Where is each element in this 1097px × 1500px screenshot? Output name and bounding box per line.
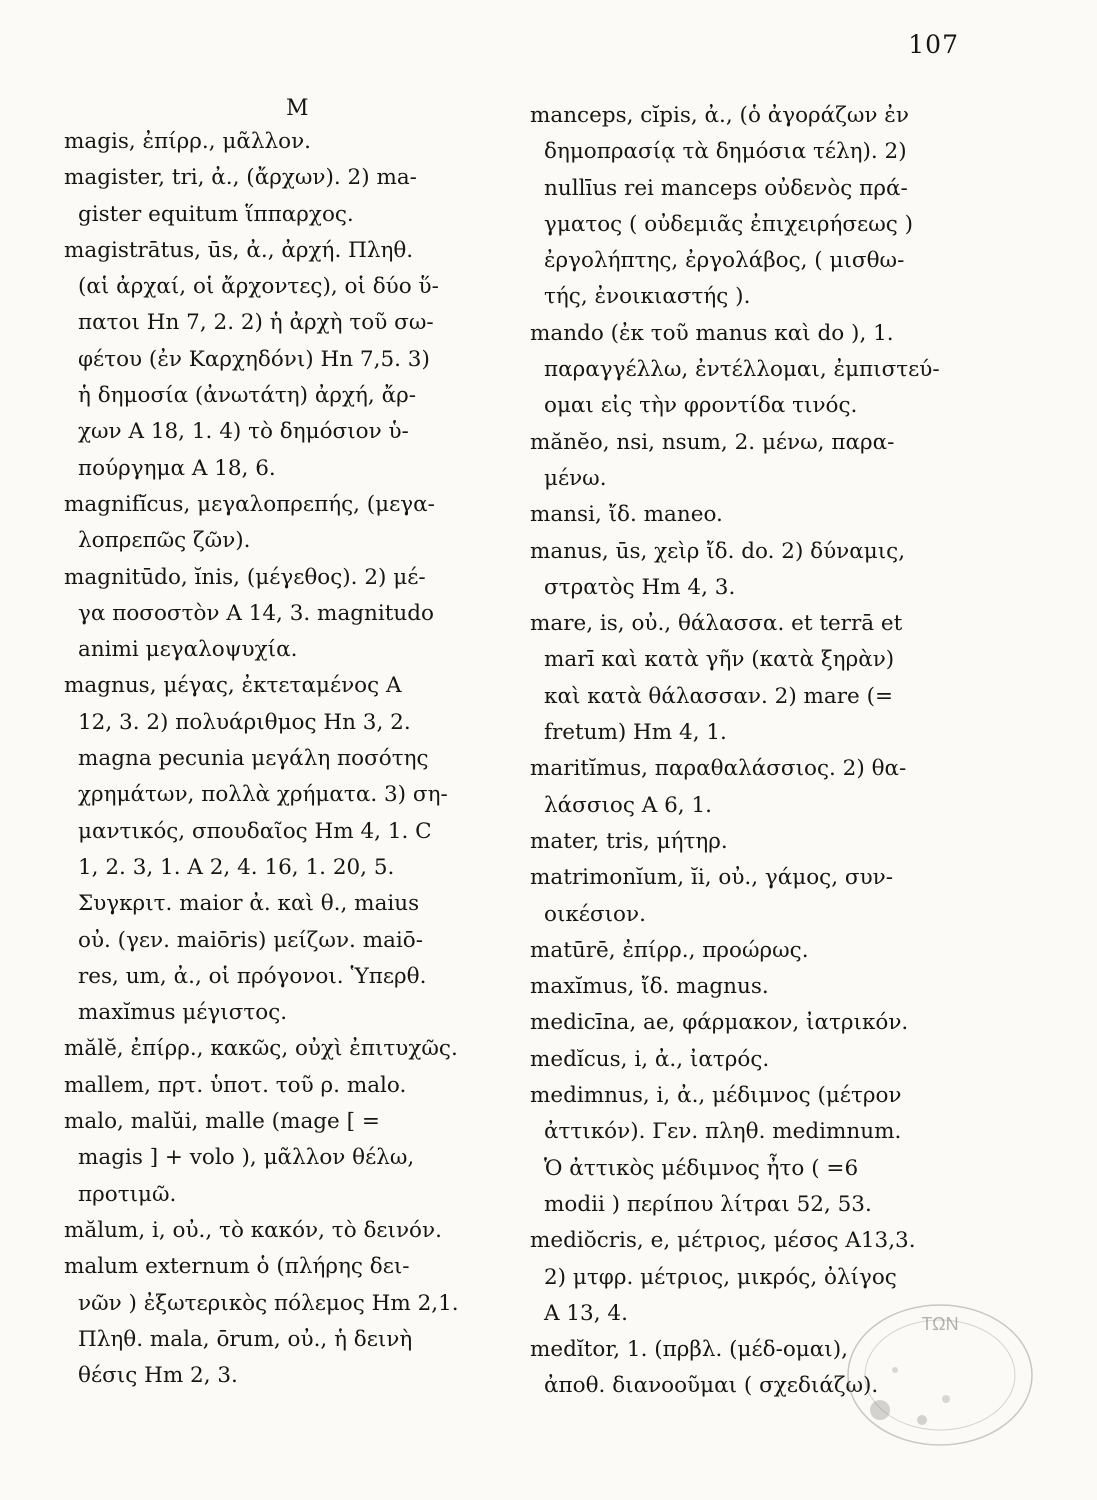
- stamp-text: ΤΩΝ: [921, 1314, 959, 1334]
- right-entry-line: δημοπρασίᾳ τὰ δημόσια τέλη). 2): [544, 139, 907, 165]
- page-number: 107: [908, 30, 959, 59]
- right-entry-line: οικέσιον.: [544, 901, 646, 927]
- left-entry-line: μαντικός, σπουδαῖος Hm 4, 1. C: [78, 818, 432, 844]
- right-entry-line: maxĭmus, ἴδ. magnus.: [530, 974, 769, 1000]
- left-entry-line: gister equitum ἵππαρχος.: [78, 201, 354, 227]
- right-entry-line: matūrē, ἐπίρρ., προώρως.: [530, 937, 809, 963]
- left-entry-line: magnifĭcus, μεγαλοπρεπής, (μεγα-: [64, 491, 435, 517]
- right-entry-line: manceps, cĭpis, ἀ., (ὁ ἀγοράζων ἐν: [530, 103, 909, 128]
- right-entry-line: mando (ἐκ τοῦ manus καὶ do ), 1.: [530, 320, 894, 346]
- right-entry-line: 2) μτφρ. μέτριος, μικρός, ὀλίγος: [544, 1264, 897, 1290]
- left-entry-line: χων A 18, 1. 4) τὸ δημόσιον ὑ-: [78, 419, 409, 445]
- left-entry-line: Πληθ. mala, ōrum, οὐ., ἡ δεινὴ: [78, 1326, 413, 1352]
- right-entry-line: στρατὸς Hm 4, 3.: [544, 574, 736, 600]
- left-entry-line: 12, 3. 2) πολυάριθμος Hn 3, 2.: [78, 709, 411, 735]
- right-entry-line: mare, is, οὐ., θάλασσα. et terrā et: [530, 611, 903, 637]
- right-entry-line: medĭcus, i, ἀ., ἰατρός.: [530, 1046, 770, 1072]
- left-entry-line: θέσις Hm 2, 3.: [78, 1363, 238, 1389]
- right-entry-line: manus, ūs, χεὶρ ἴδ. do. 2) δύναμις,: [530, 538, 906, 564]
- right-entry-line: μένω.: [544, 465, 607, 491]
- left-entry-line: malum externum ὁ (πλήρης δει-: [64, 1254, 410, 1280]
- left-entry-line: magistrātus, ūs, ἀ., ἀρχή. Πληθ.: [64, 237, 414, 263]
- right-entry-line: medimnus, i, ἀ., μέδιμνος (μέτρον: [530, 1083, 902, 1109]
- right-entry-line: mănĕo, nsi, nsum, 2. μένω, παρα-: [530, 429, 895, 455]
- left-entry-line: mălĕ, ἐπίρρ., κακῶς, οὐχὶ ἐπιτυχῶς.: [64, 1036, 458, 1062]
- left-entry-line: λοπρεπῶς ζῶν).: [78, 528, 251, 554]
- right-entry-line: παραγγέλλω, ἐντέλλομαι, ἐμπιστεύ-: [544, 357, 940, 383]
- right-entry-line: Ὁ ἀττικὸς μέδιμνος ἦτο ( =6: [544, 1155, 859, 1181]
- right-entry-line: ἐργολήπτης, ἐργολάβος, ( μισθω-: [544, 248, 905, 274]
- right-entry-line: modii ) περίπου λίτραι 52, 53.: [544, 1191, 872, 1217]
- left-entry-line: magnus, μέγας, ἐκτεταμένος A: [64, 673, 402, 699]
- left-entry-line: φέτου (ἐν Καρχηδόνι) Hn 7,5. 3): [78, 346, 430, 372]
- left-entry-line: ἡ δημοσία (ἀνωτάτη) ἀρχή, ἄρ-: [78, 383, 416, 409]
- right-entry-line: marī καὶ κατὰ γῆν (κατὰ ξηρὰν): [544, 647, 895, 673]
- left-entry-line: malo, malŭi, malle (mage [ =: [64, 1109, 380, 1135]
- left-entry-line: maxĭmus μέγιστος.: [78, 1000, 288, 1026]
- right-entry-line: λάσσιος A 6, 1.: [544, 792, 712, 818]
- right-entry-line: nullīus rei manceps οὐδενὸς πρά-: [544, 175, 908, 201]
- right-entry-line: ἀττικόν). Γεν. πληθ. medimnum.: [544, 1119, 902, 1145]
- left-column: [64, 124, 504, 1394]
- left-entry-line: magister, tri, ἀ., (ἄρχων). 2) ma-: [64, 165, 417, 191]
- left-entry-line: νῶν ) ἐξωτερικὸς πόλεμος Hm 2,1.: [78, 1290, 459, 1316]
- right-entry-line: mediŏcris, e, μέτριος, μέσος A13,3.: [530, 1228, 916, 1254]
- right-entry-line: τής, ἐνοικιαστής ).: [544, 284, 751, 310]
- library-stamp: [840, 1300, 1040, 1450]
- right-entry-line: matrimonĭum, ĭi, οὐ., γάμος, συν-: [530, 865, 893, 891]
- right-entry-line: mater, tris, μήτηρ.: [530, 828, 728, 854]
- right-entry-line: ομαι εἰς τὴν φροντίδα τινός.: [544, 393, 858, 419]
- left-entry-line: magis ] + volo ), μᾶλλον θέλω,: [78, 1145, 415, 1171]
- right-entry-line: γματος ( οὐδεμιᾶς ἐπιχειρήσεως ): [544, 211, 913, 237]
- left-entry-line: (αἱ ἀρχαί, οἱ ἄρχοντες), οἱ δύο ὕ-: [78, 274, 439, 300]
- left-entry-line: πούργημα A 18, 6.: [78, 455, 276, 481]
- left-entry-line: mallem, πρτ. ὑποτ. τοῦ ρ. malo.: [64, 1072, 407, 1098]
- left-entry-line: προτιμῶ.: [78, 1181, 177, 1207]
- left-entry-line: πατοι Hn 7, 2. 2) ἡ ἀρχὴ τοῦ σω-: [78, 310, 434, 336]
- left-entry-line: res, um, ἀ., οἱ πρόγονοι. Ὑπερθ.: [78, 963, 427, 989]
- right-entry-line: ἀποθ. διανοοῦμαι ( σχεδιάζω).: [544, 1373, 879, 1399]
- right-entry-line: medĭtor, 1. (πρβλ. (μέδ-ομαι),: [530, 1337, 848, 1363]
- left-entry-line: magis, ἐπίρρ., μᾶλλον.: [64, 129, 312, 154]
- left-entry-line: magna pecunia μεγάλη ποσότης: [78, 746, 429, 772]
- left-entry-line: οὐ. (γεν. maiōris) μείζων. maiō-: [78, 927, 423, 953]
- right-column: [530, 98, 970, 1405]
- right-entry-line: fretum) Hm 4, 1.: [544, 720, 727, 746]
- left-entry-line: χρημάτων, πολλὰ χρήματα. 3) ση-: [78, 782, 448, 808]
- right-entry-line: medicīna, ae, φάρμακον, ἰατρικόν.: [530, 1010, 909, 1036]
- left-entry-line: mălum, i, οὐ., τὸ κακόν, τὸ δεινόν.: [64, 1217, 442, 1243]
- left-entry-line: 1, 2. 3, 1. A 2, 4. 16, 1. 20, 5.: [78, 854, 395, 880]
- right-entry-line: mansi, ἴδ. maneo.: [530, 502, 723, 528]
- right-entry-line: maritĭmus, παραθαλάσσιος. 2) θα-: [530, 756, 907, 782]
- left-entry-line: Συγκριτ. maior ἀ. καὶ θ., maius: [78, 891, 420, 917]
- right-entry-line: A 13, 4.: [544, 1300, 628, 1326]
- left-entry-line: animi μεγαλοψυχία.: [78, 637, 298, 663]
- left-entry-line: γα ποσοστὸν A 14, 3. magnitudo: [78, 600, 434, 626]
- right-entry-line: καὶ κατὰ θάλασσαν. 2) mare (=: [544, 683, 893, 709]
- left-entry-line: magnitūdo, ĭnis, (μέγεθος). 2) μέ-: [64, 564, 426, 590]
- section-letter: M: [286, 96, 309, 121]
